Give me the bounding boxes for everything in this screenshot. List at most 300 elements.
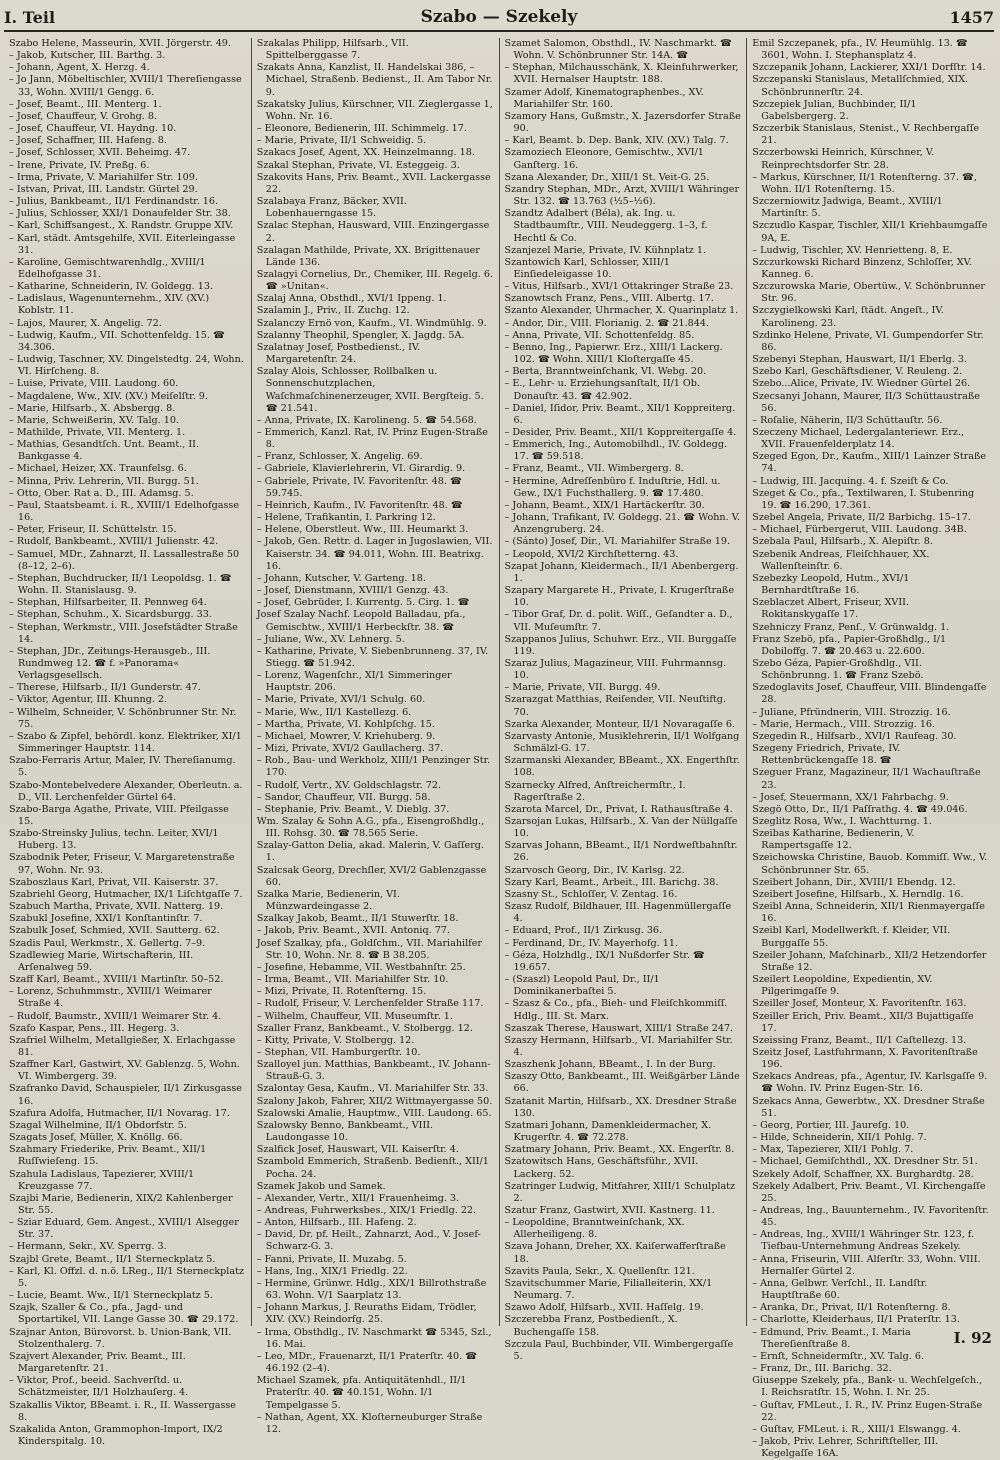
directory-entry: – (Sánto) Josef, Dir., VI. Mariahilfer Straße 19. bbox=[504, 536, 730, 548]
directory-entry: Szasny St., Schloſſer, V. Zentag. 16. bbox=[504, 888, 678, 900]
directory-entry: Szeiler Johann, Maſchinarb., XII/2 Hetzendorfer Straße 12. bbox=[752, 949, 987, 973]
directory-entry: Giuseppe Szekely, pfa., Bank- u. Wechſelgeſch., I. Reichsratſtr. 15, Wohn. I. Nr. 25. bbox=[752, 1375, 983, 1399]
directory-entry: Szczerbik Stanislaus, Stenist., V. Rechbergaſſe 21. bbox=[752, 123, 980, 147]
directory-entry: – Mathias, Gesandtſch. Unt. Beamt., II. Bankgasse 4. bbox=[9, 439, 199, 463]
directory-entry: Szalony Jakob, Fahrer, XII/2 Wittmayergasse 50. bbox=[256, 1095, 493, 1107]
directory-entry: – Andreas, Fuhrwerksbes., XIX/1 Friedlg. 22. bbox=[256, 1205, 477, 1216]
directory-entry: – Max, Tapezierer, XII/1 Pohlg. 7. bbox=[752, 1144, 914, 1156]
directory-entry: – Sziar Eduard, Gem. Angest., XVIII/1 Alsegger Str. 37. bbox=[9, 1217, 239, 1241]
directory-entry: Wm. Szalay & Sohn A.G., pfa., Eisengroßhdlg., III. Rohsg. 30. ☎ 78.565 Serie. bbox=[256, 816, 485, 840]
directory-entry: Szekacs Anna, Gewerbtw., XX. Dresdner Straße 51. bbox=[752, 1095, 985, 1119]
directory-entry: Szakal Stephan, Private, VI. Esteggeig. 3. bbox=[256, 159, 460, 171]
directory-entry: – Gabriele, Private, IV. Favoritenſtr. 48. ☎ 59.745. bbox=[256, 475, 462, 499]
directory-entry: – Sandor, Chauffeur, VII. Burgg. 58. bbox=[256, 791, 431, 803]
directory-entry: Szahula Ladislaus, Tapezierer, XVIII/1 Kreuzgasse 77. bbox=[9, 1168, 195, 1192]
directory-entry: – Mizi, Private, II. Rotenſterng. 15. bbox=[256, 986, 427, 998]
directory-entry: Szczudlo Kaspar, Tischler, XII/1 Kriehbaumgaſſe 9A, E. bbox=[752, 220, 988, 244]
directory-entry: – Josef, Gebrüder, I. Kurrentg. 5. Cirg. 1. ☎ bbox=[256, 597, 470, 609]
directory-entry: – Michael, Heizer, XX. Traunfelsg. 6. bbox=[9, 463, 187, 475]
directory-entry: Szarka Alexander, Monteur, II/1 Novaragaſſe 6. bbox=[504, 718, 735, 730]
directory-entry: – Hans, Ing., XIX/1 Friedlg. 22. bbox=[256, 1265, 408, 1277]
directory-entry: – Jakob, Priv. Lehrer, Schriftſteller, III. Kegelgaſſe 16A. bbox=[752, 1435, 939, 1460]
directory-entry: – Marie, Hilfsarb., X. Absbergg. 8. bbox=[9, 402, 176, 414]
directory-entry: Szajvert Alexander, Priv. Beamt., III. Margaretenſtr. 21. bbox=[9, 1350, 186, 1375]
directory-entry: – Anna, Private, VII. Schottenfeldg. 85. bbox=[504, 329, 695, 341]
directory-entry: – Benno, Ing., Papierwr. Erz., XIII/1 Lackerg. 102. ☎ Wohn. XIII/1 Kloſtergaſſe 45. bbox=[504, 341, 723, 366]
directory-entry: Szeiller Erich, Priv. Beamt., XII/3 Bujattigaſſe 17. bbox=[752, 1010, 974, 1034]
directory-entry: Szeget & Co., pfa., Textilwaren, I. Stubenring 19. ☎ 16.290, 17.361. bbox=[752, 487, 975, 511]
directory-entry: – Andreas, Ing., XVIII/1 Währinger Str. 123, f. Tiefbau-Unternehmung Andreas Szekely. bbox=[752, 1229, 975, 1253]
directory-entry: – Karl, Kl. Offzl. d. n.ö. LReg., II/1 Sterneckplatz 5. bbox=[9, 1265, 244, 1289]
directory-entry: – Rudolf, Bankbeamt., XVIII/1 Julienstr. 42. bbox=[9, 536, 219, 548]
directory-entry: – Stephan, VII. Hamburgerſtr. 10. bbox=[256, 1046, 421, 1058]
directory-entry: – Szasz & Co., pfa., Bieh- und Fleiſchkommiſſ. Hdlg., III. St. Marx. bbox=[504, 998, 728, 1022]
directory-entry: – Katharine, Schneiderin, IV. Goldegg. 13. bbox=[9, 281, 214, 293]
directory-entry: – Guſtav, FMLeut. i. R., XIII/1 Elswangg. 4. bbox=[752, 1423, 961, 1435]
directory-entry: Szamet Salomon, Obsthdl., IV. Naschmarkt. ☎ Wohn. V. Schönbrunner Str. 14A. ☎ bbox=[504, 38, 732, 62]
directory-entry: – Nathan, Agent, XX. Kloſterneuburger Straße 12. bbox=[256, 1411, 483, 1435]
directory-entry: – Markus, Kürschner, II/1 Rotenſterng. 37. ☎, Wohn. II/1 Rotenſterng. 15. bbox=[752, 171, 977, 195]
directory-entry: – Andor, Dir., VIII. Florianig. 2. ☎ 21.844. bbox=[504, 317, 710, 329]
directory-entry: – Otto, Ober. Rat a. D., III. Adamsg. 5. bbox=[9, 487, 194, 499]
directory-entry: Szakatsky Julius, Kürschner, VII. Zieglergasse 1, Wohn. Nr. 16. bbox=[256, 98, 493, 122]
directory-entry: – Rudolf, Baumstr., XVIII/1 Weimarer Str. 4. bbox=[9, 1010, 222, 1022]
directory-entry: Szafranko David, Schauspieler, II/1 Zirkusgasse 16. bbox=[9, 1083, 242, 1107]
directory-entry: Szakovits Hans, Priv. Beamt., XVII. Lackergasse 22. bbox=[256, 171, 491, 195]
directory-entry: – Michael, Mowrer, V. Kriehuberg. 9. bbox=[256, 730, 436, 742]
directory-entry: – Julius, Schlosser, XXI/1 Donaufelder Str. 38. bbox=[9, 208, 231, 220]
directory-entry: Szavits Paula, Sekr., X. Quellenſtr. 121. bbox=[504, 1265, 695, 1277]
directory-entry: – Lucie, Beamt. Ww., II/1 Sterneckplatz 5. bbox=[9, 1290, 213, 1302]
directory-entry: Szalowsky Benno, Bankbeamt., VIII. Laudongasse 10. bbox=[256, 1119, 434, 1144]
header-name-range: Szabo — Szekely bbox=[420, 7, 578, 27]
directory-entry: – Hermann, Sekr., XV. Sperrg. 3. bbox=[9, 1241, 167, 1253]
directory-entry: – Desider, Priv. Beamt., XII/1 Koppreitergaſſe 4. bbox=[504, 427, 737, 438]
directory-entry: Szadlewieg Marie, Wirtschafterin, III. Arſenalweg 59. bbox=[9, 949, 194, 973]
directory-entry: Szebala Paul, Hilfsarb., X. Alepiſtr. 8. bbox=[752, 536, 933, 548]
directory-entry: Szapat Johann, Kleidermach., II/1 Abenbergerg. 1. bbox=[504, 560, 739, 584]
directory-entry: Szebo Karl, Geschäftsdiener, V. Reuleng. 2. bbox=[752, 366, 963, 378]
directory-entry: Szecsanyi Johann, Maurer, II/3 Schüttaustraße 56. bbox=[752, 390, 980, 414]
directory-entry: Szalanczy Ernö von, Kaufm., VI. Windmühlg. 9. bbox=[256, 317, 487, 329]
directory-entry: – Samuel, MDr., Zahnarzt, II. Lassallestraße 50 (8–12, 2–6). bbox=[9, 548, 240, 572]
directory-entry: Szaffner Karl, Gastwirt, XV. Gablenzg. 5, Wohn. VI. Wimbergerg. 39. bbox=[9, 1059, 240, 1083]
directory-entry: – Irene, Private, IV. Preßg. 6. bbox=[9, 159, 150, 171]
directory-entry: Szakalida Anton, Grammophon-Import, IX/2 Kinderspitalg. 10. bbox=[9, 1423, 223, 1447]
directory-entry: Szatmary Johann, Priv. Beamt., XX. Engerſtr. 8. bbox=[504, 1144, 735, 1156]
page-header bbox=[4, 4, 994, 32]
directory-entry: Szatringer Ludwig, Mitfahrer, XIII/1 Schulplatz 2. bbox=[504, 1180, 736, 1204]
directory-entry: – Stephan, Werkmstr., VIII. Josefstädter Straße 14. bbox=[9, 621, 238, 645]
directory-entry: Szava Johann, Dreher, XX. Kaiſerwafferſtraße 18. bbox=[504, 1241, 726, 1265]
directory-entry: – Stephan, JDr., Zeitungs-Herausgeb., III. Rundmweg 12. ☎ f. »Panorama« Verlagsgesellsch. bbox=[9, 645, 211, 682]
directory-entry: – Marie, Private, VII. Burgg. 49. bbox=[504, 682, 661, 694]
directory-entry: – Heinrich, Kaufm., IV. Favoritenſtr. 48. ☎ bbox=[256, 499, 463, 511]
directory-entry: – Gabriele, Klavierlehrerin, VI. Girardig. 9. bbox=[256, 463, 466, 475]
directory-entry: – Juliane, Ww., XV. Lehnerg. 5. bbox=[256, 633, 405, 645]
directory-entry: – Stephan, Hilfsarbeiter, II. Pennweg 64. bbox=[9, 597, 207, 609]
directory-entry: – Jakob, Kutscher, III. Barthg. 3. bbox=[9, 50, 166, 62]
directory-entry: – Josef, Chauffeur, VI. Haydng. 10. bbox=[9, 123, 177, 135]
directory-entry: – Tibor Graf, Dr. d. polit. Wiſſ., Geſandter a. D., VII. Muſeumſtr. 7. bbox=[504, 609, 733, 633]
directory-entry: – Josef, Dienstmann, XVIII/1 Genzg. 43. bbox=[256, 585, 449, 597]
directory-entry: – E., Lehr- u. Erziehungsanſtalt, II/1 Ob. Donauſtr. 43. ☎ 42.902. bbox=[504, 378, 700, 402]
directory-entry: Szaszak Therese, Hauswart, XIII/1 Straße 247. bbox=[504, 1022, 734, 1034]
directory-entry: – Marie, Private, II/1 Schweidig. 5. bbox=[256, 135, 427, 147]
directory-entry: Szagats Josef, Müller, X. Knöllg. 66. bbox=[9, 1132, 183, 1144]
directory-entry: – Helene, Oberstleut. Ww., III. Heumarkt 3. bbox=[256, 524, 469, 536]
directory-entry: Szeichowska Christine, Bauob. Kommiſſ. Ww., V. Schönbrunner Str. 65. bbox=[752, 852, 988, 876]
directory-entry: – Irma, Obsthdlg., IV. Naschmarkt ☎ 5345, Szl., 16. Mai. bbox=[256, 1326, 492, 1350]
directory-entry: – Stephan, Schuhm., X. Sicardsburgg. 33. bbox=[9, 609, 212, 621]
directory-entry: Szadis Paul, Werkmstr., X. Gellertg. 7–9. bbox=[9, 937, 206, 949]
directory-entry: – Marie, Hermach., VIII. Strozzig. 16. bbox=[752, 718, 936, 730]
directory-entry: Szaszhenk Johann, BBeamt., I. In der Burg. bbox=[504, 1059, 716, 1071]
directory-entry: Szalagyi Cornelius, Dr., Chemiker, III. Regelg. 6. ☎ »Unitan«. bbox=[256, 268, 493, 293]
directory-entry: Szamory Hans, Gußmstr., X. Jazersdorfer Straße 90. bbox=[504, 110, 741, 135]
directory-entry: Szeczeny Michael, Ledergalanteriewr. Erz., XVII. Frauenfelderplatz 14. bbox=[752, 427, 965, 451]
directory-entry: – Anna, Private, IX. Karolineng. 5. ☎ 54.568. bbox=[256, 414, 477, 426]
directory-entry: – Charlotte, Kleiderhaus, II/1 Praterſtr. 13. bbox=[752, 1314, 960, 1326]
directory-entry: – Alexander, Vertr., XII/1 Frauenheimg. 3. bbox=[256, 1192, 460, 1204]
directory-entry: Szebo...Alice, Private, IV. Wiedner Gürtel 26. bbox=[752, 378, 971, 390]
directory-entry: Szajbi Marie, Bedienerin, XIX/2 Kahlenberger Str. 55. bbox=[9, 1192, 233, 1216]
directory-entry: – Ludwig, Tischler, XV. Henrietteng. 8, E. bbox=[752, 244, 953, 256]
directory-entry: Szdinko Helene, Private, VI. Gumpendorfer Str. 86. bbox=[752, 329, 984, 353]
directory-entry: Szarmanski Alexander, BBeamt., XX. Engerthſtr. 108. bbox=[504, 755, 740, 779]
directory-entry: – Stephan, Milchausschänk, X. Kleinfuhrwerker, XVII. Hernalser Hauptstr. 188. bbox=[504, 62, 739, 86]
header-section-label: I. Teil bbox=[4, 7, 56, 27]
directory-entry: Szczygielkowski Karl, ſtädt. Angeſt., IV. Karolineng. 23. bbox=[752, 305, 944, 329]
directory-entry: – Karl, Beamt. b. Dep. Bank, XIV. (XV.) Talg. 7. bbox=[504, 135, 729, 147]
directory-entry: – Minna, Priv. Lehrerin, VII. Burgg. 51. bbox=[9, 475, 199, 487]
directory-entry: Szebenyi Stephan, Hauswart, II/1 Eberlg. 3. bbox=[752, 354, 968, 366]
directory-entry: Szalac Stephan, Hausward, VIII. Enzingergasse 2. bbox=[256, 220, 490, 244]
directory-entry: – Josef, Beamt., III. Menterg. 1. bbox=[9, 98, 162, 110]
directory-entry: Szeitz Josef, Lastfuhrmann, X. Favoritenſtraße 196. bbox=[752, 1046, 978, 1071]
directory-entry: – Ernſt, Schneidermſtr., XV. Talg. 6. bbox=[752, 1350, 925, 1362]
directory-entry: Szalka Marie, Bedienerin, VI. Münzwardeingasse 2. bbox=[256, 888, 400, 913]
directory-entry: – Aranka, Dr., Privat, II/1 Rotenſterng. 8. bbox=[752, 1302, 951, 1314]
directory-entry: Szabriehl Georg, Hutmacher, IX/1 Liſchtgaſſe 7. bbox=[9, 888, 243, 900]
directory-entry: Szeibert Johann, Dir., XVIII/1 Ebendg. 12. bbox=[752, 876, 956, 888]
directory-entry: – David, Dr. pf. Heilt., Zahnarzt, Aod., V. Josef-Schwarz-G. 3. bbox=[256, 1229, 481, 1253]
directory-entry: Szafura Adolfa, Hutmacher, II/1 Novarag. 17. bbox=[9, 1107, 230, 1119]
directory-entry: Szeblaczet Albert, Friseur, XVII. Rokitanskygaſſe 17. bbox=[752, 597, 909, 621]
directory-entry: – Emmerich, Kanzl. Rat, IV. Prinz Eugen-Straße 8. bbox=[256, 427, 488, 451]
directory-entry: Szabo Helene, Masseurin, XVII. Jörgerstr. 49. bbox=[9, 38, 231, 49]
directory-entry: – Ludwig, III. Jacquing. 4. f. Szeiſt & Co. bbox=[752, 475, 949, 487]
directory-entry: Szabo-Ferraris Artur, Maler, IV. Thereſianumg. 5. bbox=[9, 755, 236, 779]
directory-entry: – Therese, Hilfsarb., II/1 Gunderstr. 47. bbox=[9, 682, 201, 694]
directory-entry: Szalloyel jun. Matthias, Bankbeamt., IV. Johann-Strauß-G. 3. bbox=[256, 1059, 491, 1083]
directory-entry: Szanjezel Marie, Private, IV. Kühnplatz 1. bbox=[504, 244, 707, 256]
directory-entry: – Kitty, Private, V. Stolbergg. 12. bbox=[256, 1034, 415, 1046]
directory-entry: Szarvosch Georg, Dir., IV. Karlsg. 22. bbox=[504, 864, 685, 876]
directory-entry: Szambold Emmerich, Straßenb. Bedienſt., XII/1 Pocha. 24. bbox=[256, 1156, 489, 1180]
directory-entry: – Magdalene, Ww., XIV. (XV.) Meiſelſtr. 9. bbox=[9, 390, 208, 402]
directory-entry: Szekely Adalbert, Priv. Beamt., VI. Kirchengaſſe 25. bbox=[752, 1180, 986, 1204]
directory-entry: Szalabaya Franz, Bäcker, XVII. Lobenhauerngasse 15. bbox=[256, 196, 407, 220]
directory-entry: – Lajos, Maurer, X. Angelig. 72. bbox=[9, 317, 162, 329]
directory-entry: – Mizi, Private, XVI/2 Gaullacherg. 37. bbox=[256, 743, 444, 755]
directory-entry: – (Szaszl) Leopold Paul, Dr., II/1 Dominikanerbaſtei 5. bbox=[504, 974, 660, 998]
directory-entry: – Anton, Hilfsarb., III. Hafeng. 2. bbox=[256, 1217, 417, 1229]
directory-entry: Szczepanski Stanislaus, Metallſchmied, XIX. Schönbrunnerſtr. 24. bbox=[752, 74, 969, 98]
directory-entry: – Marie, Schweißerin, XV. Talg. 10. bbox=[9, 414, 180, 426]
directory-entry: Szatmari Johann, Damenkleidermacher, X. Krugerſtr. 4. ☎ 72.278. bbox=[504, 1119, 712, 1144]
directory-entry: – Luise, Private, VIII. Laudong. 60. bbox=[9, 378, 179, 390]
directory-entry: – Michael, Fürbergerut, VIII. Laudong. 34B. bbox=[752, 524, 967, 536]
directory-entry: Szatur Franz, Gastwirt, XVII. Kastnerg. 11. bbox=[504, 1205, 715, 1216]
directory-entry: Szekely Adolf, Schaffner, XX. Burghardtg. 28. bbox=[752, 1168, 974, 1180]
directory-entry: Franz Szebö, pfa., Papier-Großhdlg., I/1 Dobiloffg. 7. ☎ 20.463 u. 22.600. bbox=[752, 633, 947, 657]
directory-entry: – Julius, Bankbeamt., II/1 Ferdinandstr. 16. bbox=[9, 196, 219, 208]
directory-entry: Szantowich Karl, Schlosser, XIII/1 Einſiedeleigasse 10. bbox=[504, 256, 670, 280]
directory-entry: – Stephanie, Priv. Beamt., V. Dieblg. 37. bbox=[256, 803, 450, 815]
directory-entry: Szandtz Adalbert (Béla), ak. Ing. u. Stadtbaumſtr., VIII. Neudeggerg. 1–3, f. Hechtl & Co. bbox=[504, 208, 708, 244]
directory-entry: Szarvas Johann, BBeamt., II/1 Nordweſtbahnſtr. 26. bbox=[504, 840, 738, 864]
directory-entry: – Ludwig, Taschner, XV. Dingelstedtg. 24, Wohn. VI. Hirſcheng. 8. bbox=[9, 354, 244, 378]
directory-entry: Szakallis Viktor, BBeamt. i. R., II. Wassergasse 8. bbox=[9, 1399, 236, 1423]
directory-entry: Szalcsak Georg, Drechſler, XVI/2 Gablenzgasse 60. bbox=[256, 864, 487, 888]
directory-entry: – Anna, Friseurin, VIII. Alſerſtr. 33, Wohn. VIII. Hernalſer Gürtel 2. bbox=[752, 1253, 981, 1277]
directory-entry: Szczepanik Johann, Lackierer, XXI/1 Dorfſtr. 14. bbox=[752, 62, 986, 74]
column-2 bbox=[252, 38, 500, 1435]
directory-entry: Szarnecky Alfred, Anſtreichermſtr., I. Ragerſtraße 2. bbox=[504, 779, 686, 803]
directory-entry: Szagal Wilhelmine, II/1 Obdorfstr. 5. bbox=[9, 1119, 187, 1131]
directory-entry: – Karl, städt. Amtsgehilfe, XVII. Eiterleingasse 31. bbox=[9, 232, 236, 256]
directory-entry: Szczerebba Franz, Postbedienſt., X. Buchengaſſe 158. bbox=[504, 1314, 678, 1338]
directory-entry: Szalamin J., Priv., II. Zuchg. 12. bbox=[256, 305, 410, 317]
directory-entry: – Josef, Schaffner, III. Hafeng. 8. bbox=[9, 135, 167, 147]
directory-entry: Szabulk Josef, Schmied, XVII. Sautterg. 62. bbox=[9, 925, 220, 937]
directory-entry: – Karoline, Gemischtwarenhdlg., XVIII/1 Edelhofgasse 31. bbox=[9, 256, 206, 280]
directory-entry: Szalfick Josef, Hauswart, VII. Kaiserſtr. 4. bbox=[256, 1144, 459, 1156]
directory-entry: Emil Szczepanek, pfa., IV. Heumühlg. 13. ☎ 3601, Wohn. I. Stephansplatz 4. bbox=[752, 38, 968, 62]
directory-entry: Szamer Adolf, Kinematographenbes., XV. Mariahilfer Str. 160. bbox=[504, 86, 704, 110]
directory-entry: Szeged Egon, Dr., Kaufm., XIII/1 Lainzer Straße 74. bbox=[752, 451, 987, 475]
directory-entry: – Rudolf, Friseur, V. Lerchenfelder Straße 117. bbox=[256, 998, 484, 1010]
directory-entry: – Johann, Beamt., XIX/1 Hartäckerſtr. 30. bbox=[504, 499, 705, 511]
directory-entry: – Istvan, Privat, III. Landstr. Gürtel 29. bbox=[9, 183, 198, 195]
directory-entry: – Josef, Steuermann, XX/1 Fahrbachg. 9. bbox=[752, 791, 949, 803]
directory-entry: – Peter, Friseur, II. Schüttelstr. 15. bbox=[9, 524, 177, 536]
directory-entry: Szawo Adolf, Hilfsarb., XVII. Haſſelg. 19. bbox=[504, 1302, 704, 1314]
directory-entry: – Johann, Agent, X. Herzg. 4. bbox=[9, 62, 150, 74]
directory-entry: – Paul, Staatsbeamt. i. R., XVIII/1 Edelhofgasse 16. bbox=[9, 499, 240, 524]
directory-entry: Szakats Anna, Kanzlist, II. Handelskai 386, – Michael, Straßenb. Bedienst., II. Am Tabor Nr. 9. bbox=[256, 62, 493, 98]
directory-entry: Szalagan Mathilde, Private, XX. Brigittenauer Lände 136. bbox=[256, 244, 480, 268]
directory-entry: – Daniel, Iſidor, Priv. Beamt., XII/1 Koppreiterg. 6. bbox=[504, 402, 736, 426]
directory-entry: – Ladislaus, Wagenunternehm., XIV. (XV.) Koblstr. 11. bbox=[9, 293, 210, 317]
directory-entry: Szaff Karl, Beamt., XVIII/1 Martinſtr. 50–52. bbox=[9, 974, 224, 986]
directory-entry: – Viktor, Agentur, III. Khunng. 2. bbox=[9, 694, 168, 706]
page-number: 1457 bbox=[949, 7, 994, 27]
directory-entry: – Leo, MDr., Frauenarzt, II/1 Praterſtr. 40. ☎ 46.192 (2–4). bbox=[256, 1350, 478, 1375]
directory-entry: – Franz, Schlosser, X. Angelig. 69. bbox=[256, 451, 423, 463]
directory-entry: Szekacs Andreas, pfa., Agentur, IV. Karlsgaſſe 9. ☎ Wohn. IV. Prinz Eugen-Str. 16. bbox=[752, 1071, 988, 1095]
directory-entry: Szczepiek Julian, Buchbinder, II/1 Gabelsbergerg. 2. bbox=[752, 98, 917, 122]
directory-entry: – Hilde, Schneiderin, XII/1 Pohlg. 7. bbox=[752, 1132, 927, 1144]
directory-entry: Szamoziech Eleonore, Gemischtw., XVI/1 Ganſterg. 16. bbox=[504, 147, 704, 171]
directory-entry: – Vitus, Hilfsarb., XVI/1 Ottakringer Straße 23. bbox=[504, 281, 734, 293]
directory-entry: – Jakob, Gen. Rettr. d. Lager in Jugoslawien, VII. Kaiserstr. 34. ☎ 94.011, Wohn. III. Beatrixg. 16. bbox=[256, 536, 493, 572]
directory-entry: – Ferdinand, Dr., IV. Mayerhofg. 11. bbox=[504, 937, 679, 949]
directory-entry: Szapary Margarete H., Private, I. Krugerſtraße 10. bbox=[504, 585, 735, 609]
directory-entry: – Andreas, Ing., Bauunternehm., IV. Favoritenſtr. 45. bbox=[752, 1205, 989, 1229]
directory-entry: – Marie, Private, XVI/1 Schulg. 60. bbox=[256, 694, 426, 706]
directory-entry: – Ludwig, Kaufm., VII. Schottenfeldg. 15. ☎ 34.306. bbox=[9, 329, 225, 353]
directory-entry: Szegö Otto, Dr., II/1 Paſſrathg. 4. ☎ 49.046. bbox=[752, 803, 968, 815]
directory-entry: Josef Szalkay, pfa., Goldſchm., VII. Mariahilfer Str. 10, Wohn. Nr. 8. ☎ B 38.205. bbox=[256, 937, 482, 961]
directory-entry: Szeguer Franz, Magazineur, II/1 Wachauſtraße 23. bbox=[752, 767, 981, 791]
directory-entry: – Johann Markus, J. Reuraths Eidam, Trödler, XIV. (XV.) Reindorfg. 25. bbox=[256, 1302, 477, 1326]
directory-entry: – Berta, Branntweinſchank, VI. Webg. 20. bbox=[504, 366, 707, 378]
directory-entry: Szedoglavits Josef, Chauffeur, VIII. Blindengaſſe 28. bbox=[752, 682, 987, 706]
directory-entry: Szczula Paul, Buchbinder, VII. Wimbergergaſſe 5. bbox=[504, 1338, 734, 1362]
directory-entry: Szehniczy Franz, Penſ., V. Grünwaldg. 1. bbox=[752, 621, 950, 633]
directory-entry: – Mathilde, Private, VII. Menterg. 1. bbox=[9, 427, 186, 438]
directory-entry: Szeissing Franz, Beamt., II/1 Caſtellezg. 13. bbox=[752, 1034, 967, 1046]
directory-entry: – Franz, Beamt., VII. Wimbergerg. 8. bbox=[504, 463, 684, 475]
directory-entry: Szalanny Theophil, Spengler, X. Jagdg. 5A. bbox=[256, 329, 465, 341]
directory-entry: Szabo-Streinsky Julius, techn. Leiter, XVI/1 Huberg. 13. bbox=[9, 828, 219, 852]
directory-entry: – Edmund, Priv. Beamt., I. Maria Thereſienſtraße 8. bbox=[752, 1326, 911, 1350]
directory-entry: Szana Alexander, Dr., XIII/1 St. Veit-G. 25. bbox=[504, 171, 710, 183]
directory-entry: Szahmary Friederike, Priv. Beamt., XII/1 Ruſſwieſeng. 15. bbox=[9, 1144, 207, 1168]
directory-entry: – Jo Jann, Möbeltischler, XVIII/1 Thereſiengasse 33, Wohn. XVIII/1 Gengg. 6. bbox=[9, 74, 242, 98]
directory-entry: Michael Szamek, pfa. Antiquitätenhdl., II/1 Praterſtr. 40. ☎ 40.151, Wohn. I/1 Tempelgasse 5. bbox=[256, 1375, 467, 1411]
directory-entry: – Eleonore, Bedienerin, III. Schimmelg. 17. bbox=[256, 123, 467, 135]
directory-entry: Szabo-Barga Agathe, Private, VIII. Pfeilgasse 15. bbox=[9, 803, 229, 827]
directory-entry: Szebel Angela, Private, II/2 Barbichg. 15–17. bbox=[752, 512, 971, 524]
directory-entry: Szarazgat Matthias, Reiſender, VII. Neuſtiftg. 70. bbox=[504, 694, 726, 718]
column-3 bbox=[500, 38, 748, 1362]
directory-entry: Szanto Alexander, Uhrmacher, X. Quarinplatz 1. bbox=[504, 305, 739, 317]
directory-entry: Szanowtsch Franz, Pens., VIII. Albertg. 17. bbox=[504, 293, 714, 305]
directory-entry: Szatowitsch Hans, Geschäftsführ., XVII. Lackerg. 52. bbox=[504, 1156, 699, 1180]
directory-entry: Szalaj Anna, Obsthdl., XVI/1 Ippeng. 1. bbox=[256, 293, 447, 305]
directory-entry: Szegedin R., Hilfsarb., XVI/1 Raufeag. 30. bbox=[752, 730, 957, 742]
directory-entry: Szebo Géza, Papier-Großhdlg., VII. Schönbrunng. 1. ☎ Franz Szebö. bbox=[752, 657, 924, 682]
signature-mark: I. 92 bbox=[953, 1329, 992, 1347]
directory-entry: – Karl, Schiffsangest., X. Randstr. Gruppe XIV. bbox=[9, 220, 234, 232]
directory-entry: – Viktor, Prof., beeid. Sachverſtd. u. Schätzmeister, II/1 Holzhauſerg. 4. bbox=[9, 1375, 189, 1399]
directory-entry: – Franz, Dr., III. Barichg. 32. bbox=[752, 1363, 892, 1375]
directory-entry: Szarota Marcel, Dr., Privat, I. Rathausſtraße 4. bbox=[504, 803, 733, 815]
directory-entry: – Josef, Schlosser, XVII. Beheimg. 47. bbox=[9, 147, 191, 159]
directory-entry: – Hermine, Grünwr. Hdlg., XIX/1 Billrothstraße 63. Wohn. V/1 Saarplatz 13. bbox=[256, 1277, 487, 1302]
directory-entry: Szajnar Anton, Bürovorst. b. Union-Bank, VII. Stolzenthalerg. 7. bbox=[9, 1326, 232, 1350]
directory-entry: – Emmerich, Ing., Automobilhdl., IV. Goldegg. 17. ☎ 59.518. bbox=[504, 439, 728, 463]
directory-entry: Szabuch Martha, Private, XVII. Natterg. 19. bbox=[9, 901, 224, 913]
directory-entry: – Juliane, Pfründnerin, VIII. Strozzig. 16. bbox=[752, 706, 951, 718]
directory-entry: Szamek Jakob und Samek. bbox=[256, 1180, 386, 1192]
directory-entry: – Rudolf, Vertr., XV. Goldschlagstr. 72. bbox=[256, 779, 442, 791]
directory-entry: Szebenik Andreas, Fleiſchhauer, XX. Wallenſteinſtr. 6. bbox=[752, 548, 930, 572]
directory-entry: – Lorenz, Schuhmmstr., XVIII/1 Weimarer Straße 4. bbox=[9, 986, 212, 1010]
directory-entry: Szajbl Grete, Beamt., II/1 Sterneckplatz 5. bbox=[9, 1253, 216, 1265]
directory-entry: Szabo-Montebelvedere Alexander, Oberleutn. a. D., VII. Lerchenfelder Gürtel 64. bbox=[9, 779, 243, 803]
directory-entry: Szeibl Anna, Schneiderin, XII/1 Rienmayergaſſe 16. bbox=[752, 901, 985, 925]
directory-entry: – Leopold, XVI/2 Kirchſtetterng. 43. bbox=[504, 548, 679, 560]
directory-entry: Szalontay Gesa, Kaufm., VI. Mariahilfer Str. 33. bbox=[256, 1083, 489, 1095]
directory-entry: Szeibl Karl, Modellwerkſt. f. Kleider, VII. Burggaſſe 55. bbox=[752, 925, 951, 949]
directory-entry: – Fanni, Private, II. Muzabg. 5. bbox=[256, 1253, 407, 1265]
directory-entry: – Wilhelm, Chauffeur, VII. Museumſtr. 1. bbox=[256, 1010, 453, 1022]
directory-entry: Szaszy Hermann, Hilfsarb., VI. Mariahilfer Str. 4. bbox=[504, 1034, 733, 1058]
directory-entry: – Rob., Bau- und Werkholz, XIII/1 Penzinger Str. 170. bbox=[256, 755, 491, 779]
directory-entry: Szalatnay Josef, Postbedienst., IV. Margaretenſtr. 24. bbox=[256, 341, 421, 366]
directory-entry: Szatanit Martin, Hilfsarb., XX. Dresdner Straße 130. bbox=[504, 1095, 737, 1119]
directory-entry: – Lorenz, Wagenſchr., XI/1 Simmeringer Hauptstr. 206. bbox=[256, 670, 452, 694]
directory-entry: – Johann, Kutscher, V. Garteng. 18. bbox=[256, 572, 426, 584]
directory-entry: – Josef, Chauffeur, V. Grohg. 8. bbox=[9, 110, 158, 122]
directory-entry: Szandry Stephan, MDr., Arzt, XVIII/1 Währinger Str. 132. ☎ 13.763 (½5–½6). bbox=[504, 183, 740, 208]
directory-entry: – Anna, Gelbwr. Verſchl., II. Landſtr. Hauptſtraße 60. bbox=[752, 1277, 928, 1302]
directory-entry: – Marie, Ww., II/1 Kastellezg. 6. bbox=[256, 706, 412, 718]
directory-entry: Szavitschummer Marie, Filialleiterin, XX/1 Neumarg. 7. bbox=[504, 1277, 713, 1302]
directory-entry: – Josefine, Hebamme, VII. Westbahnſtr. 25. bbox=[256, 961, 466, 973]
directory-entry: Szalkay Jakob, Beamt., II/1 Stuwerſtr. 18. bbox=[256, 913, 459, 925]
directory-entry: – Michael, Gemiſchthdl., XX. Dresdner Str. 51. bbox=[752, 1156, 978, 1168]
directory-entry: – Eduard, Prof., II/1 Zirkusg. 36. bbox=[504, 925, 663, 937]
directory-entry: Szegeny Friedrich, Private, IV. Rettenbrückengaſſe 18. ☎ bbox=[752, 743, 901, 767]
directory-entry: Szeibert Josefine, Hilfsarb., X. Herndlg. 16. bbox=[752, 888, 964, 900]
directory-entry: Szaboszlaus Karl, Privat, VII. Kaiserstr. 37. bbox=[9, 876, 219, 888]
directory-entry: Szeiller Josef, Monteur, X. Favoritenſtr. 163. bbox=[752, 998, 967, 1010]
directory-entry: Szczerbowski Heinrich, Kürschner, V. Reinprechtsdorfer Str. 28. bbox=[752, 147, 935, 171]
directory-entry: – Irma, Private, V. Mariahilfer Str. 109. bbox=[9, 171, 198, 183]
directory-entry: Szafo Kaspar, Pens., III. Hegerg. 3. bbox=[9, 1022, 180, 1034]
directory-entry: – Roſalie, Näherin, II/3 Schüttauſtr. 56. bbox=[752, 414, 943, 426]
directory-entry: Szebezky Leopold, Hutm., XVI/1 Bernhardtſtraße 16. bbox=[752, 572, 910, 597]
directory-entry: Szczurkowski Richard Binzenz, Schloſſer, XV. Kanneg. 6. bbox=[752, 256, 972, 280]
directory-entry: – Géza, Holzhdlg., IX/1 Nußdorfer Str. ☎ 19.657. bbox=[504, 949, 705, 973]
directory-entry: Szeglitz Rosa, Ww., I. Wachtturng. 1. bbox=[752, 816, 932, 827]
directory-entry: Szalay-Gatton Delia, akad. Malerin, V. Gaſſerg. 1. bbox=[256, 840, 484, 864]
directory-entry: Szabukl Josefine, XXI/1 Konſtantinſtr. 7. bbox=[9, 913, 203, 925]
directory-entry: Szakacs Josef, Agent, XX. Heinzelmanng. 18. bbox=[256, 147, 475, 159]
directory-entry: Szeibas Katharine, Bedienerin, V. Rampertsgaſſe 12. bbox=[752, 828, 915, 852]
directory-entry: – Stephan, Buchdrucker, II/1 Leopoldsg. 1. ☎ Wohn. II. Stanislausg. 9. bbox=[9, 572, 232, 597]
directory-entry: Szeilert Leopoldine, Expedientin, XV. Pilgerimgaſſe 9. bbox=[752, 974, 933, 998]
directory-entry: Szarsojan Lukas, Hilfsarb., X. Van der Nüllgaſſe 10. bbox=[504, 816, 738, 840]
directory-entry: – Szabo & Zipfel, behördl. konz. Elektriker, XI/1 Simmeringer Hauptstr. 114. bbox=[9, 730, 242, 755]
directory-entry: – Leopoldine, Branntweinſchank, XX. Allerheiligeng. 8. bbox=[504, 1217, 685, 1241]
directory-entry: Szasz Rudolf, Bildhauer, III. Hagenmüllergaſſe 4. bbox=[504, 901, 732, 925]
directory-entry: – Helene, Trafikantin, I. Parkring 12. bbox=[256, 512, 436, 524]
directory-entry: Szaszy Otto, Bankbeamt., III. Weißgärber Lände 66. bbox=[504, 1071, 740, 1095]
directory-entry: – Katharine, Private, V. Siebenbrunneng. 37, IV. Stiegg. ☎ 51.942. bbox=[256, 645, 489, 669]
directory-entry: Szalay Alois, Schlosser, Rollbalken u. Sonnenschutzplachen, Waſchmaſchinenerzeuger, XVII. Bergſteig. 5. ☎ 21.541. bbox=[256, 366, 484, 414]
directory-entry: – Jakob, Priv. Beamt., XVII. Antoniq. 77. bbox=[256, 925, 450, 937]
directory-entry: – Georg, Portier, III. Jaureſg. 10. bbox=[752, 1119, 910, 1131]
directory-entry: Szakalas Philipp, Hilfsarb., VII. Spittelberggasse 7. bbox=[256, 38, 409, 62]
directory-entry: Szafriel Wilhelm, Metallgießer, X. Erlachgasse 81. bbox=[9, 1034, 236, 1058]
directory-entry: – Wilhelm, Schneider, V. Schönbrunner Str. Nr. 75. bbox=[9, 706, 237, 730]
directory-entry: Josef Szalay Nachf. Leopold Balladau, pfa., Gemischtw., XVIII/1 Herbeckſtr. 38. ☎ bbox=[256, 609, 466, 633]
directory-entry: Szary Karl, Beamt., Arbeit., III. Barichg. 38. bbox=[504, 876, 719, 888]
directory-entry: Szappanos Julius, Schuhwr. Erz., VII. Burggaſſe 119. bbox=[504, 633, 737, 657]
directory-entry: – Hermine, Adreſſenbüro f. Induſtrie, Hdl. u. Gew., IX/1 Fuchsthallerg. 9. ☎ 17.480. bbox=[504, 475, 721, 499]
directory-entry: – Martha, Private, VI. Kohlpſchg. 15. bbox=[256, 718, 435, 730]
directory-entry: Szaraz Julius, Magazineur, VIII. Fuhrmannsg. 10. bbox=[504, 657, 727, 682]
directory-entry: Szczurowska Marie, Obertüw., V. Schönbrunner Str. 96. bbox=[752, 281, 986, 305]
directory-entry: – Guſtav, FMLeut., I. R., IV. Prinz Eugen-Straße 22. bbox=[752, 1399, 983, 1423]
directory-entry: Szaller Franz, Bankbeamt., V. Stolbergg. 12. bbox=[256, 1022, 473, 1034]
